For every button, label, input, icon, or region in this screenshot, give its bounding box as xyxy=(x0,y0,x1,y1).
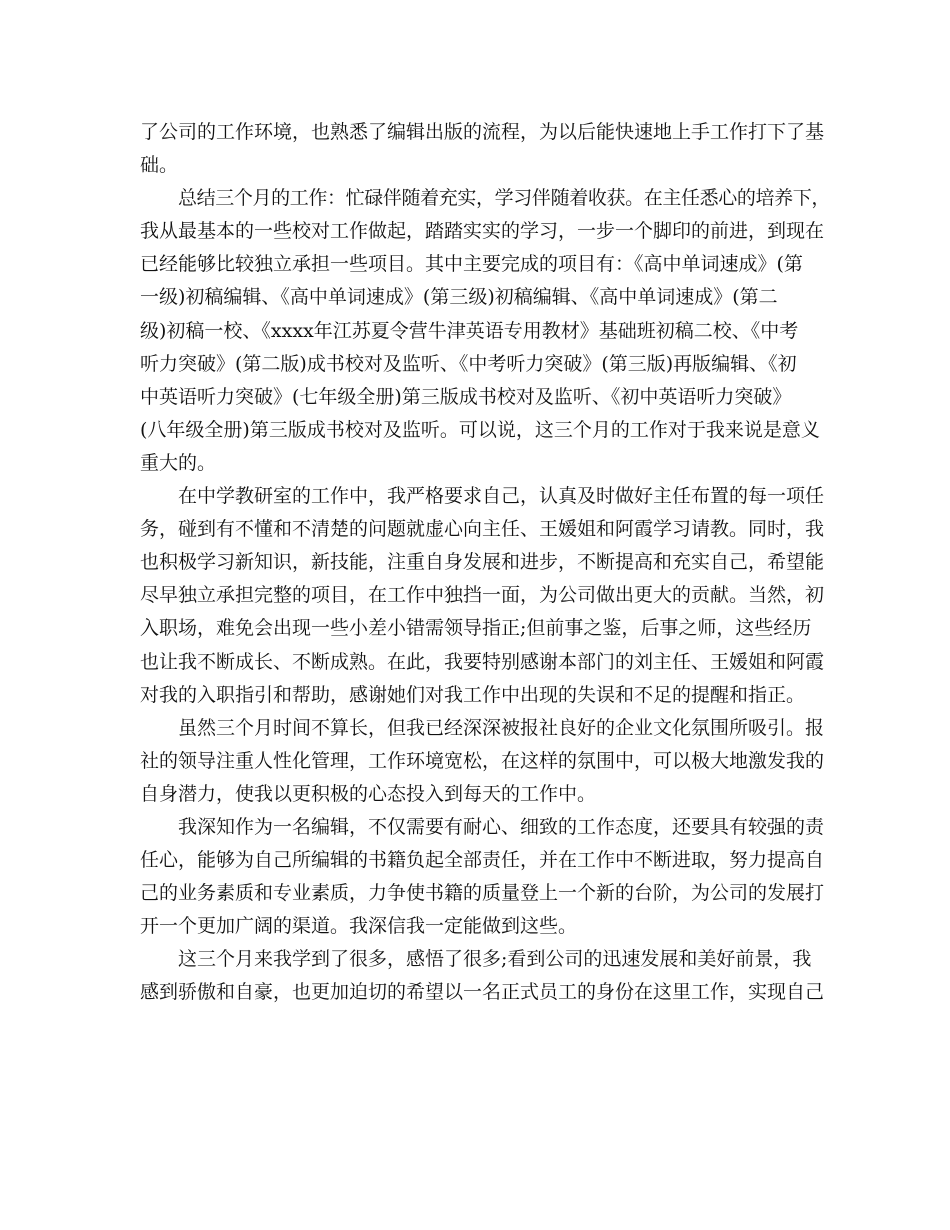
text-line: 己的业务素质和专业素质，力争使书籍的质量登上一个新的台阶，为公司的发展打 xyxy=(140,882,825,905)
text-line: 尽早独立承担完整的项目，在工作中独挡一面，为公司做出更大的贡献。当然，初 xyxy=(140,584,825,607)
text-line: 对我的入职指引和帮助，感谢她们对我工作中出现的失误和不足的提醒和指正。 xyxy=(140,683,806,706)
paragraph-start-line: 总结三个月的工作：忙碌伴随着充实，学习伴随着收获。在主任悉心的培养下， xyxy=(178,187,830,210)
text-line: 了公司的工作环境，也熟悉了编辑出版的流程，为以后能快速地上手工作打下了基 xyxy=(140,121,825,143)
text-line: 入职场，难免会出现一些小差小错需领导指正;但前事之鉴，后事之师，这些经历 xyxy=(140,617,812,640)
paragraph-start-line: 这三个月来我学到了很多，感悟了很多;看到公司的迅速发展和美好前景，我 xyxy=(178,948,812,971)
text-line: 任心，能够为自己所编辑的书籍负起全部责任，并在工作中不断进取，努力提高自 xyxy=(140,849,825,872)
paragraph-start-line: 虽然三个月时间不算长，但我已经深深被报社良好的企业文化氛围所吸引。报 xyxy=(178,716,825,739)
paragraph-start-line: 我深知作为一名编辑，不仅需要有耐心、细致的工作态度，还要具有较强的责 xyxy=(178,815,825,838)
document-body xyxy=(140,116,830,1010)
text-line: 开一个更加广阔的渠道。我深信我一定能做到这些。 xyxy=(140,915,578,938)
text-line: 我从最基本的一些校对工作做起，踏踏实实的学习，一步一个脚印的前进，到现在 xyxy=(140,220,825,243)
text-line: 一级)初稿编辑、《高中单词速成》(第三级)初稿编辑、《高中单词速成》(第二 xyxy=(140,286,778,309)
text-line: (八年级全册)第三版成书校对及监听。可以说，这三个月的工作对于我来说是意义 xyxy=(140,418,820,441)
text-line: 务，碰到有不懂和不清楚的问题就虚心向主任、王媛姐和阿霞学习请教。同时，我 xyxy=(140,518,825,541)
text-line: 听力突破》(第二版)成书校对及监听、《中考听力突破》(第三版)再版编辑、《初 xyxy=(140,352,797,375)
text-line: 也让我不断成长、不断成熟。在此，我要特别感谢本部门的刘主任、王媛姐和阿霞 xyxy=(140,650,825,673)
text-line: 中英语听力突破》(七年级全册)第三版成书校对及监听、《初中英语听力突破》 xyxy=(140,385,792,408)
text-line: 感到骄傲和自豪，也更加迫切的希望以一名正式员工的身份在这里工作，实现自己 xyxy=(140,981,825,1004)
text-line: 重大的。 xyxy=(140,451,217,474)
text-line: 也积极学习新知识，新技能，注重自身发展和进步，不断提高和充实自己，希望能 xyxy=(140,551,825,574)
text-line: 自身潜力，使我以更积极的心态投入到每天的工作中。 xyxy=(140,782,597,805)
text-line: 级)初稿一校、《xxxx年江苏夏令营牛津英语专用教材》基础班初稿二校、《中考 xyxy=(140,319,799,342)
text-line: 已经能够比较独立承担一些项目。其中主要完成的项目有：《高中单词速成》(第 xyxy=(140,253,803,276)
text-line: 社的领导注重人性化管理，工作环境宽松，在这样的氛围中，可以极大地激发我的 xyxy=(140,749,825,772)
text-line: 础。 xyxy=(140,154,179,177)
paragraph-start-line: 在中学教研室的工作中，我严格要求自己，认真及时做好主任布置的每一项任 xyxy=(178,485,825,508)
